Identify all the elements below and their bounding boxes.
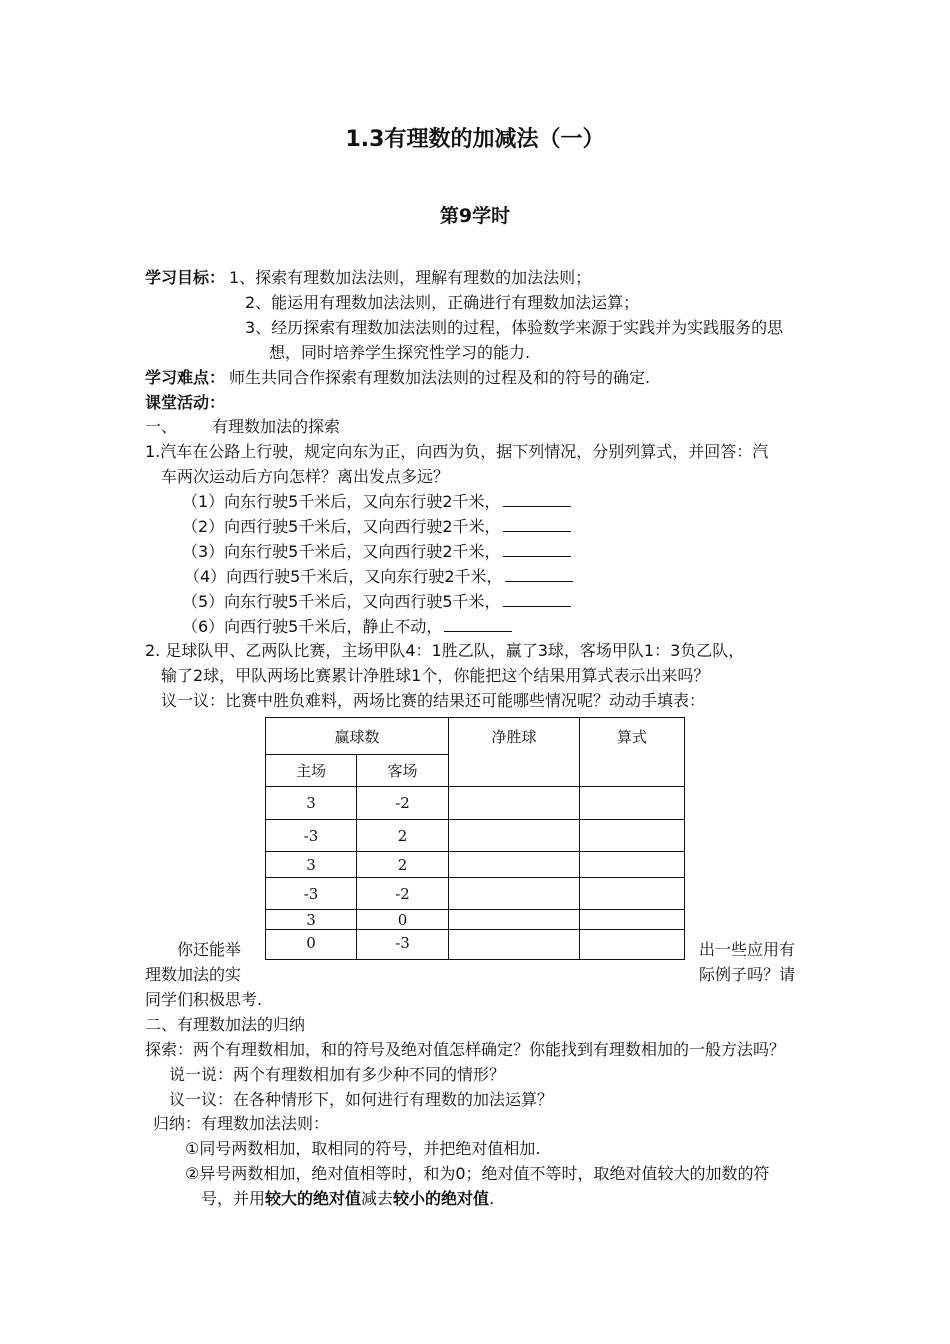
case-text: （3）向东行驶5千米后，又向西行驶2千米， — [182, 542, 501, 561]
home-cell: -3 — [266, 878, 357, 910]
header-net: 净胜球 — [449, 718, 580, 787]
formula-cell[interactable] — [580, 910, 685, 930]
case-item — [182, 592, 571, 612]
explore-prompt: 探索：两个有理数相加，和的符号及绝对值怎样确定？你能找到有理数相加的一般方法吗？ — [145, 1040, 786, 1059]
home-cell: 3 — [266, 852, 357, 878]
away-cell: -2 — [357, 878, 449, 910]
goal-item-3-line2: 想，同时培养学生探究性学习的能力. — [269, 343, 531, 362]
case-text: （2）向西行驶5千米后，又向西行驶2千米， — [182, 517, 501, 536]
case-text: （6）向西行驶5千米后，静止不动， — [182, 617, 443, 636]
case-item — [182, 617, 512, 637]
table-row — [266, 910, 685, 930]
question-1-line2: 车两次运动后方向怎样？离出发点多远？ — [161, 467, 450, 486]
rule-1: ①同号两数相加，取相同的符号，并把绝对值相加. — [185, 1139, 541, 1158]
rule-2-line2 — [201, 1189, 494, 1209]
home-cell: 3 — [266, 787, 357, 820]
rule-2-end: . — [489, 1189, 495, 1208]
say-prompt: 说一说：两个有理数相加有多少种不同的情形？ — [169, 1065, 506, 1084]
case-text: （1）向东行驶5千米后，又向东行驶2千米， — [182, 492, 501, 511]
home-cell: 0 — [266, 930, 357, 960]
table-row — [266, 852, 685, 878]
case-item — [182, 542, 571, 562]
away-cell: 2 — [357, 820, 449, 852]
question-2-line1: 2. 足球队甲、乙两队比赛，主场甲队4：1胜乙队，赢了3球，客场甲队1：3负乙队， — [145, 641, 745, 660]
section2-heading: 二、有理数加法的归纳 — [145, 1015, 306, 1034]
score-table — [265, 717, 685, 960]
header-formula: 算式 — [580, 718, 685, 787]
wrap-right-line2: 际例子吗？请 — [699, 965, 796, 984]
header-goals: 赢球数 — [266, 718, 449, 755]
formula-cell[interactable] — [580, 930, 685, 960]
table-row — [266, 787, 685, 820]
question-2-line2: 输了2球，甲队两场比赛累计净胜球1个，你能把这个结果用算式表示出来吗？ — [161, 666, 710, 685]
section1-heading: 有理数加法的探索 — [212, 417, 341, 436]
goal-item-2: 2、能运用有理数加法法则，正确进行有理数加法运算； — [245, 293, 640, 312]
net-cell[interactable] — [449, 910, 580, 930]
case-text: （5）向东行驶5千米后，又向西行驶5千米， — [182, 592, 501, 611]
net-cell[interactable] — [449, 878, 580, 910]
difficulty-label: 学习难点： — [145, 368, 226, 387]
wrap-left-line2: 理数加法的实 — [145, 965, 242, 984]
goals-label: 学习目标： — [145, 268, 226, 287]
table-row — [266, 878, 685, 910]
case-item — [182, 517, 571, 537]
case-text: （4）向西行驶5千米后，又向东行驶2千米， — [184, 567, 503, 586]
wrap-right-line1: 出一些应用有 — [699, 940, 796, 959]
home-cell: 3 — [266, 910, 357, 930]
answer-blank[interactable] — [505, 567, 573, 582]
away-cell: 0 — [357, 910, 449, 930]
question-1-line1: 1.汽车在公路上行驶，规定向东为正，向西为负，据下列情况，分别列算式，并回答：汽 — [145, 442, 769, 461]
wrap-left-line1: 你还能举 — [177, 940, 242, 959]
away-cell: 2 — [357, 852, 449, 878]
net-cell[interactable] — [449, 852, 580, 878]
home-cell: -3 — [266, 820, 357, 852]
away-cell: -2 — [357, 787, 449, 820]
formula-cell[interactable] — [580, 852, 685, 878]
table-row — [266, 820, 685, 852]
wrap-line3: 同学们积极思考. — [145, 990, 263, 1009]
answer-blank[interactable] — [503, 542, 571, 557]
net-cell[interactable] — [449, 930, 580, 960]
answer-blank[interactable] — [444, 617, 512, 632]
rule-2-line1: ②异号两数相加，绝对值相等时，和为0；绝对值不等时，取绝对值较大的加数的符 — [185, 1164, 770, 1183]
answer-blank[interactable] — [503, 592, 571, 607]
header-away: 客场 — [357, 755, 449, 787]
discuss-prompt: 议一议：比赛中胜负难料，两场比赛的结果还可能哪些情况呢？动动手填表： — [161, 691, 706, 710]
formula-cell[interactable] — [580, 820, 685, 852]
goal-item-1: 1、探索有理数加法法则，理解有理数的加法法则； — [229, 268, 592, 287]
formula-cell[interactable] — [580, 787, 685, 820]
section1-number: 一、 — [145, 417, 178, 436]
formula-cell[interactable] — [580, 878, 685, 910]
induce-label: 归纳：有理数加法法则： — [153, 1114, 330, 1133]
net-cell[interactable] — [449, 787, 580, 820]
answer-blank[interactable] — [503, 492, 571, 507]
header-home: 主场 — [266, 755, 357, 787]
case-item — [184, 567, 573, 587]
case-item — [182, 492, 571, 512]
answer-blank[interactable] — [503, 517, 571, 532]
page-title: 1.3有理数的加减法（一） — [345, 127, 605, 152]
page-subtitle: 第9学时 — [439, 205, 511, 227]
discuss-prompt-2: 议一议：在各种情形下，如何进行有理数的加法运算？ — [169, 1090, 554, 1109]
away-cell: -3 — [357, 930, 449, 960]
rule-2-bold-smaller: 较小的绝对值 — [393, 1189, 490, 1208]
net-cell[interactable] — [449, 820, 580, 852]
goal-item-3-line1: 3、经历探索有理数加法法则的过程，体验数学来源于实践并为实践服务的思 — [245, 318, 784, 337]
rule-2-pre: 号，并用 — [201, 1189, 266, 1208]
rule-2-bold-larger: 较大的绝对值 — [265, 1189, 362, 1208]
difficulty-text: 师生共同合作探索有理数加法法则的过程及和的符号的确定. — [229, 368, 651, 387]
rule-2-mid: 减去 — [361, 1189, 394, 1208]
table-row — [266, 930, 685, 960]
activity-label: 课堂活动： — [145, 393, 226, 412]
